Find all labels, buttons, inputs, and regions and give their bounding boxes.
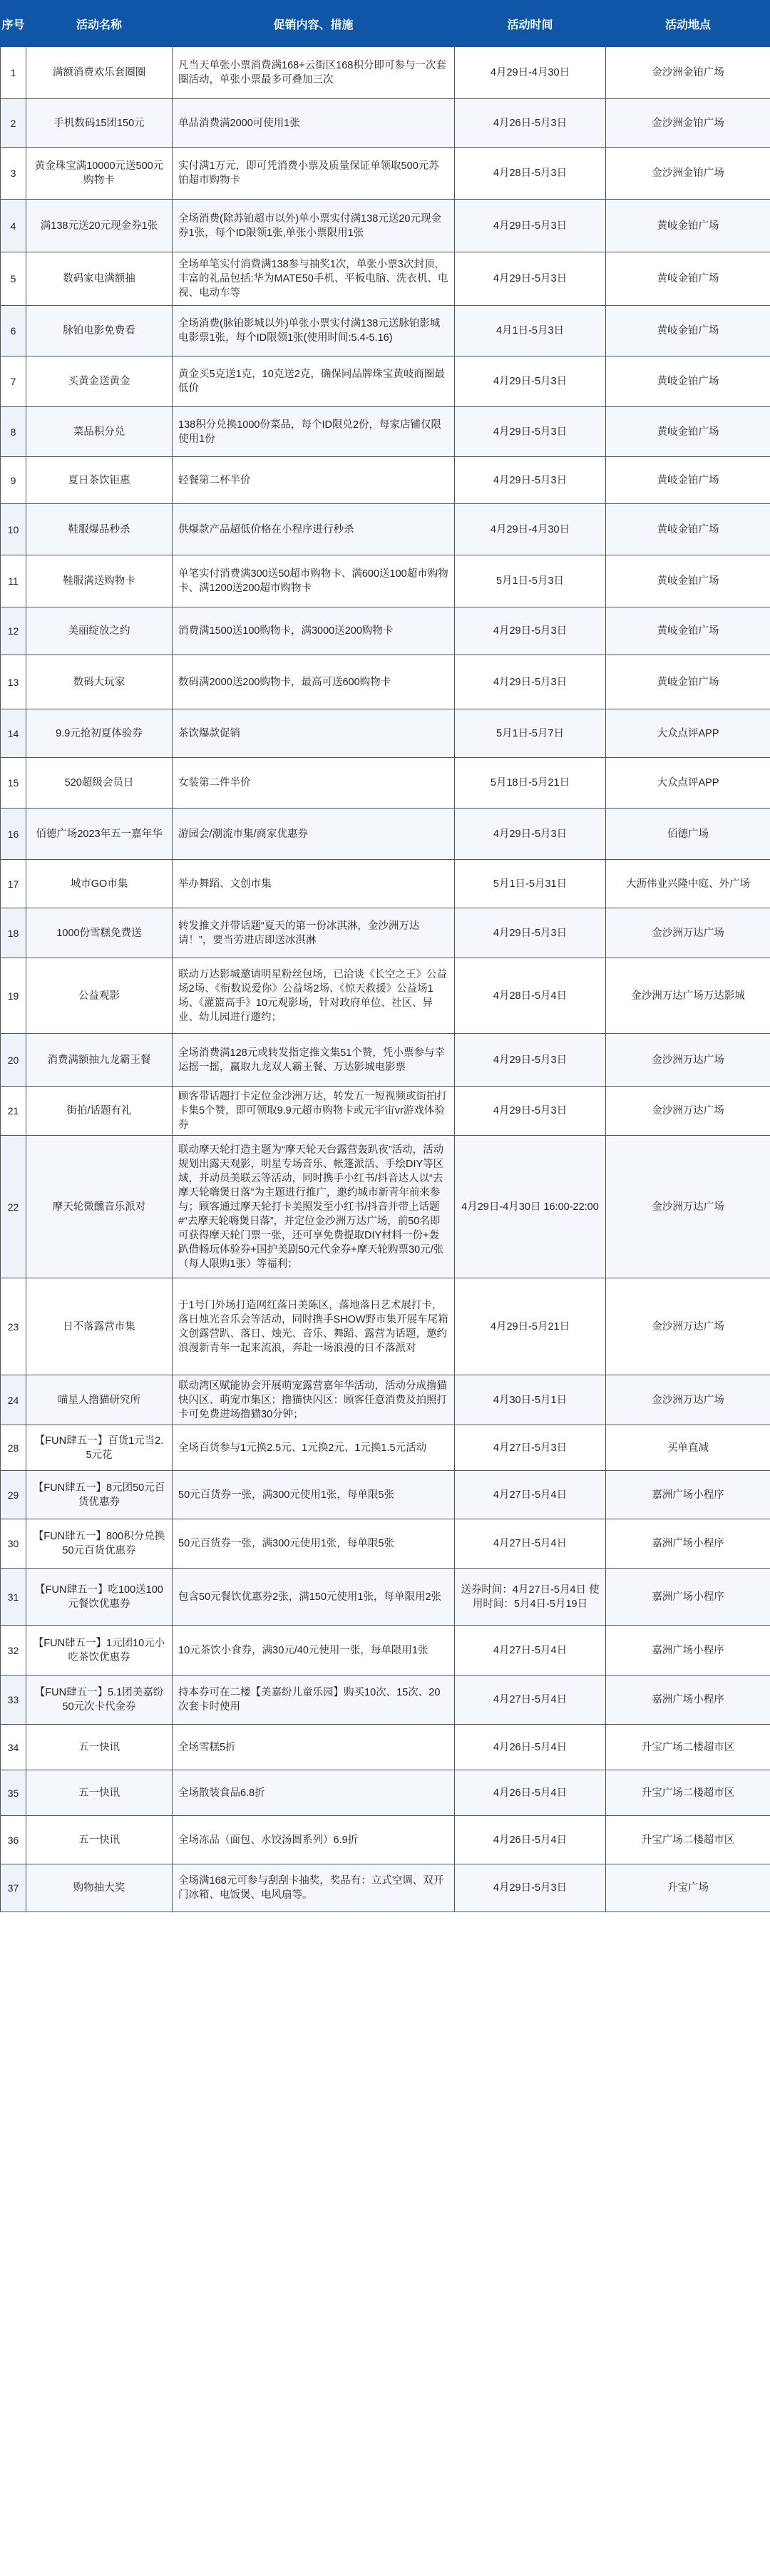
cell-activity-place: 黄岐金铂广场 bbox=[606, 457, 770, 504]
cell-num: 5 bbox=[1, 252, 26, 306]
cell-num: 13 bbox=[1, 655, 26, 709]
cell-activity-place: 嘉洲广场小程序 bbox=[606, 1676, 770, 1725]
cell-activity-time: 4月29日-5月3日 bbox=[455, 1087, 606, 1136]
table-row bbox=[1, 356, 770, 407]
cell-activity-place: 黄岐金铂广场 bbox=[606, 407, 770, 457]
cell-promotion-detail: 举办舞蹈、文创市集 bbox=[173, 860, 455, 908]
cell-num: 30 bbox=[1, 1519, 26, 1569]
table-row bbox=[1, 407, 770, 457]
cell-num: 11 bbox=[1, 555, 26, 607]
cell-activity-name: 菜品积分兑 bbox=[26, 407, 173, 457]
cell-activity-time: 4月29日-5月3日 bbox=[455, 607, 606, 655]
cell-activity-name: 【FUN肆五一】5.1团美嘉纷50元次卡代金券 bbox=[26, 1676, 173, 1725]
table-row bbox=[1, 1626, 770, 1676]
table-row bbox=[1, 99, 770, 148]
cell-activity-place: 大沥伟业兴隆中庭、外广场 bbox=[606, 860, 770, 908]
cell-activity-time: 4月29日-5月3日 bbox=[455, 457, 606, 504]
cell-activity-name: 【FUN肆五一】吃100送100元餐饮优惠券 bbox=[26, 1569, 173, 1626]
table-row bbox=[1, 1375, 770, 1425]
cell-activity-time: 4月29日-5月3日 bbox=[455, 407, 606, 457]
cell-num: 19 bbox=[1, 958, 26, 1034]
cell-activity-time: 4月30日-5月1日 bbox=[455, 1375, 606, 1425]
cell-activity-name: 520超级会员日 bbox=[26, 758, 173, 809]
cell-activity-time: 4月29日-4月30日 bbox=[455, 47, 606, 99]
cell-activity-place: 大众点评APP bbox=[606, 709, 770, 758]
cell-promotion-detail: 联动湾区赋能协会开展萌宠露营嘉年华活动，活动分成撸猫快闪区、萌宠市集区；撸猫快闪区：顾客任意消费及拍照打卡可免费进场撸猫30分钟； bbox=[173, 1375, 455, 1425]
cell-activity-place: 金沙洲金铂广场 bbox=[606, 47, 770, 99]
cell-activity-name: 五一快讯 bbox=[26, 1816, 173, 1864]
cell-promotion-detail: 包含50元餐饮优惠券2张，满150元使用1张，每单限用2张 bbox=[173, 1569, 455, 1626]
cell-activity-name: 五一快讯 bbox=[26, 1770, 173, 1816]
cell-activity-place: 金沙洲万达广场万达影城 bbox=[606, 958, 770, 1034]
cell-activity-place: 黄岐金铂广场 bbox=[606, 356, 770, 407]
cell-num: 4 bbox=[1, 200, 26, 252]
cell-activity-name: 五一快讯 bbox=[26, 1725, 173, 1770]
cell-activity-place: 金沙洲万达广场 bbox=[606, 1136, 770, 1278]
cell-activity-name: 【FUN肆五一】1元团10元小吃茶饮优惠券 bbox=[26, 1626, 173, 1676]
cell-num: 17 bbox=[1, 860, 26, 908]
table-row bbox=[1, 148, 770, 200]
cell-activity-place: 黄岐金铂广场 bbox=[606, 655, 770, 709]
table-row bbox=[1, 47, 770, 99]
table-row bbox=[1, 1471, 770, 1519]
cell-activity-place: 金沙洲万达广场 bbox=[606, 1087, 770, 1136]
cell-activity-name: 满138元送20元现金券1张 bbox=[26, 200, 173, 252]
cell-activity-time: 4月27日-5月4日 bbox=[455, 1519, 606, 1569]
cell-num: 16 bbox=[1, 809, 26, 860]
header-detail: 促销内容、措施 bbox=[173, 1, 455, 47]
table-row bbox=[1, 1770, 770, 1816]
cell-promotion-detail: 全场消费(脉铂影城以外)单张小票实付满138元送脉铂影城电影票1张，每个ID限领1张(使用时间:5.4-5.16) bbox=[173, 306, 455, 356]
cell-activity-name: 街拍/话题有礼 bbox=[26, 1087, 173, 1136]
cell-activity-place: 嘉洲广场小程序 bbox=[606, 1471, 770, 1519]
header-num: 序号 bbox=[1, 1, 26, 47]
cell-num: 32 bbox=[1, 1626, 26, 1676]
cell-activity-time: 5月1日-5月3日 bbox=[455, 555, 606, 607]
cell-activity-place: 嘉洲广场小程序 bbox=[606, 1519, 770, 1569]
cell-activity-name: 公益观影 bbox=[26, 958, 173, 1034]
cell-activity-name: 数码大玩家 bbox=[26, 655, 173, 709]
cell-activity-name: 【FUN肆五一】800积分兑换50元百货优惠券 bbox=[26, 1519, 173, 1569]
cell-activity-time: 4月29日-5月3日 bbox=[455, 200, 606, 252]
cell-promotion-detail: 持本券可在二楼【美嘉纷儿童乐园】购买10次、15次、20次套卡时使用 bbox=[173, 1676, 455, 1725]
table-header-row bbox=[1, 1, 770, 47]
cell-activity-name: 鞋服爆品秒杀 bbox=[26, 504, 173, 555]
cell-activity-time: 4月26日-5月4日 bbox=[455, 1725, 606, 1770]
cell-activity-name: 满额消费欢乐套圈圈 bbox=[26, 47, 173, 99]
cell-num: 36 bbox=[1, 1816, 26, 1864]
cell-num: 3 bbox=[1, 148, 26, 200]
header-time: 活动时间 bbox=[455, 1, 606, 47]
cell-activity-time: 4月29日-5月3日 bbox=[455, 252, 606, 306]
cell-promotion-detail: 顾客带话题打卡定位金沙洲万达，转发五一短视频或街拍打卡集5个赞，即可领取9.9元超市购物卡或元宇宙vr游戏体验券 bbox=[173, 1087, 455, 1136]
cell-promotion-detail: 实付满1万元，即可凭消费小票及质量保证单领取500元苏铂超市购物卡 bbox=[173, 148, 455, 200]
cell-num: 37 bbox=[1, 1864, 26, 1912]
cell-num: 24 bbox=[1, 1375, 26, 1425]
table-body bbox=[1, 47, 770, 1912]
table-row bbox=[1, 1519, 770, 1569]
cell-promotion-detail: 游园会/潮流市集/商家优惠券 bbox=[173, 809, 455, 860]
cell-activity-time: 4月27日-5月4日 bbox=[455, 1471, 606, 1519]
cell-activity-name: 黄金珠宝满10000元送500元购物卡 bbox=[26, 148, 173, 200]
cell-activity-time: 4月1日-5月3日 bbox=[455, 306, 606, 356]
cell-promotion-detail: 轻餐第二杯半价 bbox=[173, 457, 455, 504]
cell-activity-time: 4月26日-5月3日 bbox=[455, 99, 606, 148]
cell-activity-time: 4月29日-5月3日 bbox=[455, 655, 606, 709]
table-row bbox=[1, 306, 770, 356]
cell-promotion-detail: 全场消费满128元或转发指定推文集51个赞，凭小票参与幸运摇一摇，赢取九龙双人霸王餐、万达影城电影票 bbox=[173, 1034, 455, 1087]
cell-num: 12 bbox=[1, 607, 26, 655]
cell-activity-place: 嘉洲广场小程序 bbox=[606, 1569, 770, 1626]
cell-num: 7 bbox=[1, 356, 26, 407]
cell-num: 21 bbox=[1, 1087, 26, 1136]
cell-num: 9 bbox=[1, 457, 26, 504]
cell-activity-place: 金沙洲万达广场 bbox=[606, 1278, 770, 1375]
cell-activity-place: 嘉洲广场小程序 bbox=[606, 1626, 770, 1676]
cell-activity-time: 5月18日-5月21日 bbox=[455, 758, 606, 809]
cell-activity-name: 消费满额抽九龙霸王餐 bbox=[26, 1034, 173, 1087]
cell-activity-place: 金沙洲金铂广场 bbox=[606, 148, 770, 200]
cell-activity-name: 鞋服满送购物卡 bbox=[26, 555, 173, 607]
cell-activity-place: 佰德广场 bbox=[606, 809, 770, 860]
cell-promotion-detail: 于1号门外场打造网红落日美陈区，落地落日艺术展打卡，落日烛光音乐会等活动，同时携手SHOW野市集开展车尾箱文创露营趴、落日、烛光、音乐、舞蹈、露营为话题，邀约浪漫新青年一起来流浪，奔赴一场浪漫的日不落派对 bbox=[173, 1278, 455, 1375]
table-row bbox=[1, 709, 770, 758]
table-row bbox=[1, 555, 770, 607]
cell-activity-name: 手机数码15团150元 bbox=[26, 99, 173, 148]
cell-num: 8 bbox=[1, 407, 26, 457]
cell-activity-time: 4月26日-5月4日 bbox=[455, 1816, 606, 1864]
cell-num: 35 bbox=[1, 1770, 26, 1816]
cell-activity-place: 金沙洲万达广场 bbox=[606, 908, 770, 958]
cell-promotion-detail: 50元百货券一张，满300元使用1张，每单限5张 bbox=[173, 1471, 455, 1519]
cell-promotion-detail: 全场冻品（面包、水饺汤圆系列）6.9折 bbox=[173, 1816, 455, 1864]
cell-activity-name: 喵星人撸猫研究所 bbox=[26, 1375, 173, 1425]
header-place: 活动地点 bbox=[606, 1, 770, 47]
header-name: 活动名称 bbox=[26, 1, 173, 47]
cell-activity-time: 送券时间：4月27日-5月4日 使用时间：5月4日-5月19日 bbox=[455, 1569, 606, 1626]
cell-activity-place: 黄岐金铂广场 bbox=[606, 252, 770, 306]
table-row bbox=[1, 655, 770, 709]
cell-promotion-detail: 全场雪糕5折 bbox=[173, 1725, 455, 1770]
cell-activity-time: 4月28日-5月3日 bbox=[455, 148, 606, 200]
cell-num: 10 bbox=[1, 504, 26, 555]
cell-promotion-detail: 转发推文并带话题“夏天的第一份冰淇淋，金沙洲万达请！”，要当劳进店即送冰淇淋 bbox=[173, 908, 455, 958]
cell-activity-place: 升宝广场二楼超市区 bbox=[606, 1770, 770, 1816]
cell-num: 29 bbox=[1, 1471, 26, 1519]
cell-promotion-detail: 联动万达影城邀请明星粉丝包场，已洽谈《长空之王》公益场2场、《衔数说爱你》公益场2场、《惊天救援》公益场1场、《灌篮高手》10元观影场，针对政府单位、社区、异业、幼儿园进行邀约； bbox=[173, 958, 455, 1034]
cell-num: 14 bbox=[1, 709, 26, 758]
cell-promotion-detail: 全场满168元可参与刮刮卡抽奖，奖品有：立式空调、双开门冰箱、电饭煲、电风扇等。 bbox=[173, 1864, 455, 1912]
cell-activity-name: 1000份雪糕免费送 bbox=[26, 908, 173, 958]
cell-activity-name: 【FUN肆五一】百货1元当2.5元花 bbox=[26, 1425, 173, 1471]
cell-promotion-detail: 茶饮爆款促销 bbox=[173, 709, 455, 758]
cell-activity-name: 脉铂电影免费看 bbox=[26, 306, 173, 356]
cell-activity-name: 夏日茶饮钜惠 bbox=[26, 457, 173, 504]
table-row bbox=[1, 860, 770, 908]
cell-promotion-detail: 10元茶饮小食券，满30元/40元使用一张，每单限用1张 bbox=[173, 1626, 455, 1676]
cell-promotion-detail: 消费满1500送100购物卡，满3000送200购物卡 bbox=[173, 607, 455, 655]
cell-activity-name: 美丽绽放之约 bbox=[26, 607, 173, 655]
cell-activity-time: 4月29日-5月3日 bbox=[455, 809, 606, 860]
cell-activity-time: 4月29日-5月3日 bbox=[455, 356, 606, 407]
cell-activity-place: 升宝广场 bbox=[606, 1864, 770, 1912]
cell-num: 23 bbox=[1, 1278, 26, 1375]
cell-promotion-detail: 50元百货券一张，满300元使用1张，每单限5张 bbox=[173, 1519, 455, 1569]
cell-num: 31 bbox=[1, 1569, 26, 1626]
cell-activity-time: 4月29日-5月3日 bbox=[455, 1864, 606, 1912]
cell-activity-time: 4月29日-5月3日 bbox=[455, 908, 606, 958]
cell-activity-time: 5月1日-5月7日 bbox=[455, 709, 606, 758]
cell-promotion-detail: 供爆款产品超低价格在小程序进行秒杀 bbox=[173, 504, 455, 555]
cell-activity-place: 金沙洲万达广场 bbox=[606, 1375, 770, 1425]
table-row bbox=[1, 758, 770, 809]
cell-promotion-detail: 全场单笔实付消费满138参与抽奖1次，单张小票3次封顶，丰富的礼品包括:华为MATE50手机、平板电脑、洗衣机、电视、电动车等 bbox=[173, 252, 455, 306]
table-row bbox=[1, 1816, 770, 1864]
cell-promotion-detail: 全场散装食品6.8折 bbox=[173, 1770, 455, 1816]
cell-promotion-detail: 单品消费满2000可使用1张 bbox=[173, 99, 455, 148]
cell-num: 2 bbox=[1, 99, 26, 148]
table-row bbox=[1, 607, 770, 655]
cell-promotion-detail: 138积分兑换1000份菜品，每个ID限兑2份，每家店铺仅限使用1份 bbox=[173, 407, 455, 457]
table-row bbox=[1, 1034, 770, 1087]
cell-num: 34 bbox=[1, 1725, 26, 1770]
table-row bbox=[1, 252, 770, 306]
cell-promotion-detail: 联动摩天轮打造主题为“摩天轮天台露营轰趴夜”活动，活动规划出露天观影，明星专场音乐、帐篷派活、手绘DIY等区域，并动员美联云等活动，同时携手小红书/抖音达人以“去摩天轮嗨煲日落”为主题进行推广，邀约城市新青年前来参与；顾客通过摩天轮打卡美照发至小红书/抖音并带上话题#“去摩天轮嗨煲日落”，并定位金沙洲万达广场，前50名即可获得摩天轮门票一张，还可享免费提取DIY材料一份+轰趴借畅玩体验券+国护美剧50元代金券+摩天轮购票30元/张（每人限购1张）等福利； bbox=[173, 1136, 455, 1278]
table-row bbox=[1, 457, 770, 504]
table-row bbox=[1, 958, 770, 1034]
cell-promotion-detail: 全场消费(除苏铂超市以外)单小票实付满138元送20元现金券1张，每个ID限领1张,单张小票限用1张 bbox=[173, 200, 455, 252]
cell-promotion-detail: 单笔实付消费满300送50超市购物卡、满600送100超市购物卡、满1200送200超市购物卡 bbox=[173, 555, 455, 607]
cell-activity-place: 黄岐金铂广场 bbox=[606, 200, 770, 252]
cell-activity-place: 金沙洲金铂广场 bbox=[606, 99, 770, 148]
cell-activity-time: 5月1日-5月31日 bbox=[455, 860, 606, 908]
table-row bbox=[1, 1864, 770, 1912]
cell-activity-time: 4月27日-5月4日 bbox=[455, 1626, 606, 1676]
cell-activity-name: 9.9元抢初夏体验券 bbox=[26, 709, 173, 758]
cell-num: 18 bbox=[1, 908, 26, 958]
cell-activity-name: 摩天轮微醺音乐派对 bbox=[26, 1136, 173, 1278]
cell-activity-time: 4月26日-5月4日 bbox=[455, 1770, 606, 1816]
cell-activity-time: 4月28日-5月4日 bbox=[455, 958, 606, 1034]
cell-promotion-detail: 凡当天单张小票消费满168+云街区168积分即可参与一次套圈活动，单张小票最多可叠加三次 bbox=[173, 47, 455, 99]
cell-activity-place: 金沙洲万达广场 bbox=[606, 1034, 770, 1087]
table-row bbox=[1, 809, 770, 860]
cell-promotion-detail: 女装第二件半价 bbox=[173, 758, 455, 809]
table-row bbox=[1, 908, 770, 958]
table-row bbox=[1, 1136, 770, 1278]
cell-num: 22 bbox=[1, 1136, 26, 1278]
cell-num: 15 bbox=[1, 758, 26, 809]
cell-activity-place: 升宝广场二楼超市区 bbox=[606, 1816, 770, 1864]
cell-activity-place: 买单直减 bbox=[606, 1425, 770, 1471]
cell-activity-place: 黄岐金铂广场 bbox=[606, 504, 770, 555]
table-row bbox=[1, 200, 770, 252]
cell-promotion-detail: 黄金买5克送1克，10克送2克，确保同品牌珠宝黄岐商圈最低价 bbox=[173, 356, 455, 407]
cell-num: 28 bbox=[1, 1425, 26, 1471]
cell-activity-name: 买黄金送黄金 bbox=[26, 356, 173, 407]
cell-activity-place: 黄岐金铂广场 bbox=[606, 607, 770, 655]
cell-activity-name: 日不落露营市集 bbox=[26, 1278, 173, 1375]
table-row bbox=[1, 1725, 770, 1770]
table-row bbox=[1, 1676, 770, 1725]
cell-activity-time: 4月29日-5月21日 bbox=[455, 1278, 606, 1375]
cell-activity-place: 黄岐金铂广场 bbox=[606, 306, 770, 356]
cell-num: 20 bbox=[1, 1034, 26, 1087]
cell-num: 1 bbox=[1, 47, 26, 99]
table-row bbox=[1, 1087, 770, 1136]
cell-activity-name: 购物抽大奖 bbox=[26, 1864, 173, 1912]
cell-activity-name: 佰德广场2023年五一嘉年华 bbox=[26, 809, 173, 860]
cell-promotion-detail: 全场百货参与1元换2.5元、1元换2元、1元换1.5元活动 bbox=[173, 1425, 455, 1471]
cell-activity-time: 4月27日-5月4日 bbox=[455, 1676, 606, 1725]
table-row bbox=[1, 1425, 770, 1471]
table-row bbox=[1, 1569, 770, 1626]
cell-activity-place: 大众点评APP bbox=[606, 758, 770, 809]
cell-promotion-detail: 数码满2000送200购物卡，最高可送600购物卡 bbox=[173, 655, 455, 709]
cell-activity-time: 4月29日-4月30日 16:00-22:00 bbox=[455, 1136, 606, 1278]
cell-num: 6 bbox=[1, 306, 26, 356]
cell-activity-name: 【FUN肆五一】8元团50元百货优惠券 bbox=[26, 1471, 173, 1519]
cell-activity-time: 4月27日-5月3日 bbox=[455, 1425, 606, 1471]
cell-activity-name: 数码家电满额抽 bbox=[26, 252, 173, 306]
cell-activity-place: 黄岐金铂广场 bbox=[606, 555, 770, 607]
cell-activity-place: 升宝广场二楼超市区 bbox=[606, 1725, 770, 1770]
table-row bbox=[1, 1278, 770, 1375]
cell-activity-time: 4月29日-4月30日 bbox=[455, 504, 606, 555]
cell-num: 33 bbox=[1, 1676, 26, 1725]
table-row bbox=[1, 504, 770, 555]
cell-activity-time: 4月29日-5月3日 bbox=[455, 1034, 606, 1087]
cell-activity-name: 城市GO市集 bbox=[26, 860, 173, 908]
